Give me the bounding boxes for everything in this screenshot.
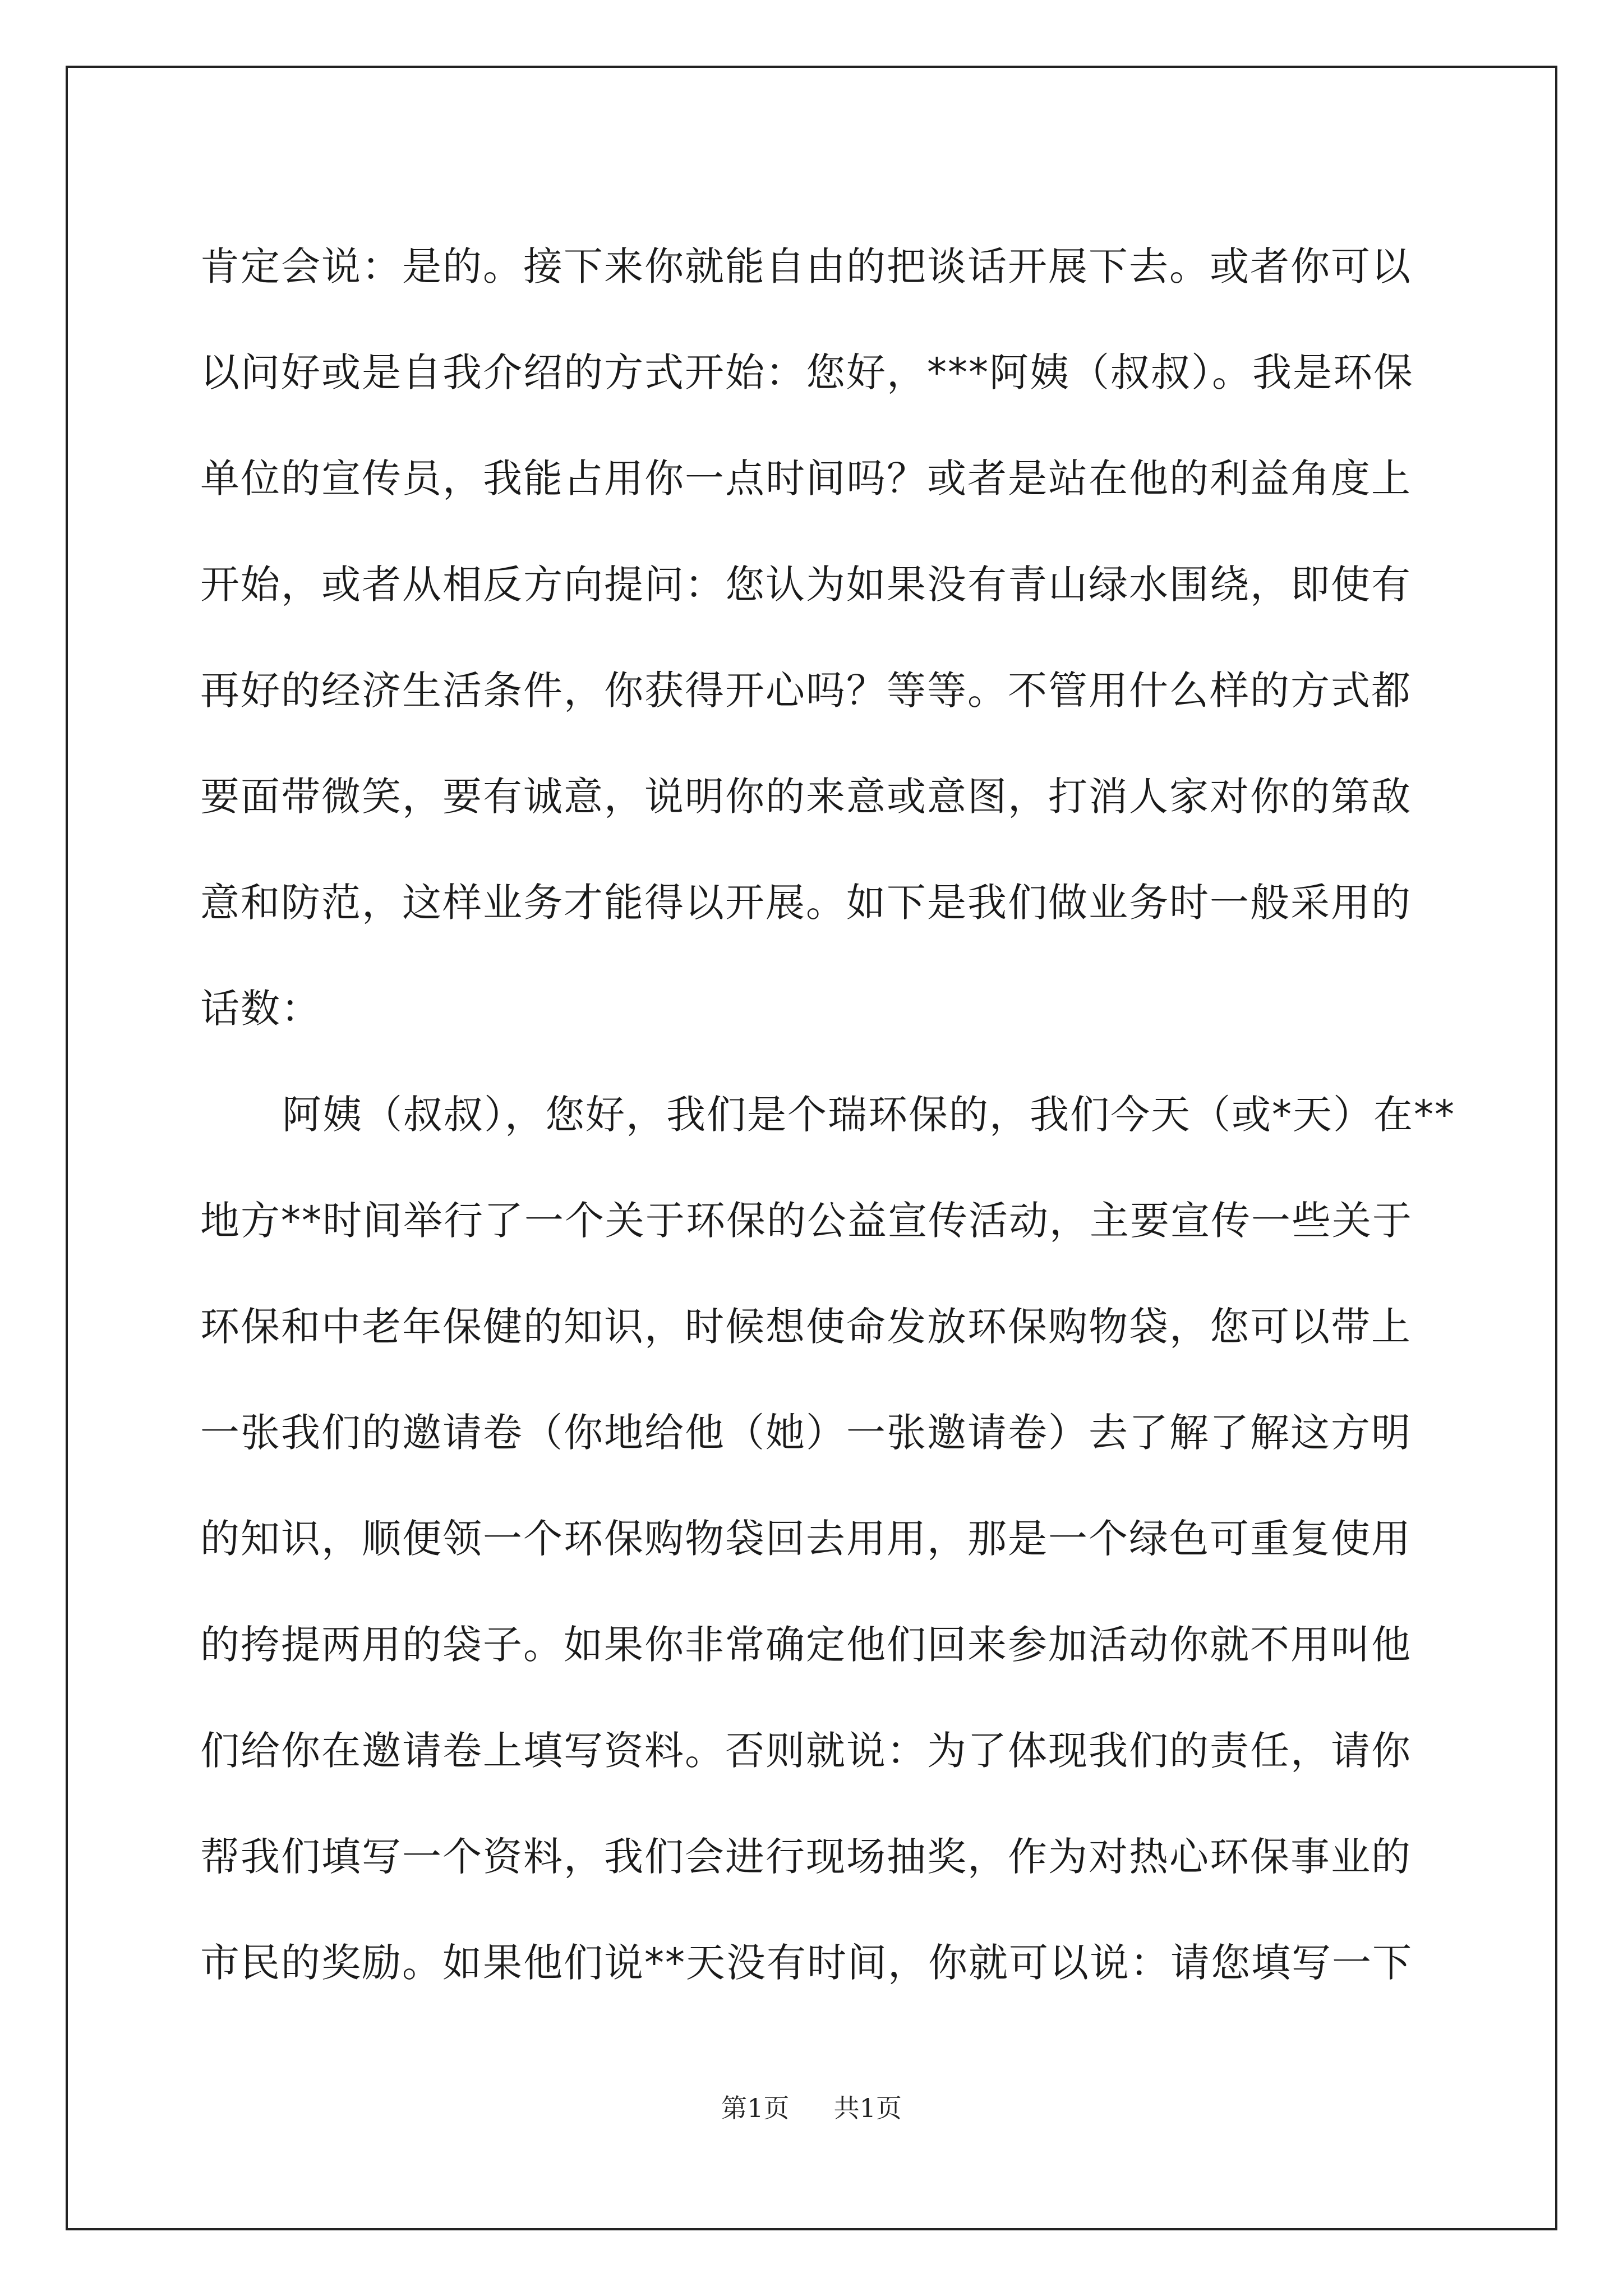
text-line: 再好的经济生活条件，你获得开心吗？等等。不管用什么样的方式都 (200, 668, 1412, 714)
text-line: 环保和中老年保健的知识，时候想使命发放环保购物袋，您可以带上 (200, 1304, 1412, 1350)
text-line: 市民的奖励。如果他们说**天没有时间，你就可以说：请您填写一下 (200, 1940, 1413, 1986)
page-number: 第1页 (721, 2093, 790, 2123)
text-line: 一张我们的邀请卷（你地给他（她）一张邀请卷）去了解了解这方明 (200, 1410, 1412, 1456)
paragraph-1 (200, 214, 1423, 1062)
page-footer (0, 2088, 1623, 2125)
text-line: 开始，或者从相反方向提问：您认为如果没有青山绿水围绕，即使有 (200, 562, 1412, 608)
text-line: 的挎提两用的袋子。如果你非常确定他们回来参加活动你就不用叫他 (200, 1622, 1412, 1668)
text-line: 帮我们填写一个资料，我们会进行现场抽奖，作为对热心环保事业的 (200, 1834, 1412, 1880)
text-line: 以问好或是自我介绍的方式开始：您好，***阿姨（叔叔）。我是环保 (200, 349, 1414, 395)
text-line: 地方**时间举行了一个关于环保的公益宣传活动，主要宣传一些关于 (200, 1198, 1413, 1244)
text-line: 肯定会说：是的。接下来你就能自由的把谈话开展下去。或者你可以 (200, 243, 1412, 289)
text-line: 阿姨（叔叔），您好，我们是个瑞环保的，我们今天（或*天）在** (282, 1092, 1455, 1138)
text-line: 们给你在邀请卷上填写资料。否则就说：为了体现我们的责任，请你 (200, 1728, 1412, 1774)
text-line: 单位的宣传员，我能占用你一点时间吗？或者是站在他的利益角度上 (200, 455, 1412, 501)
page-total: 共1页 (833, 2093, 902, 2123)
paragraph-2 (200, 1062, 1455, 2016)
text-line: 的知识，顺便领一个环保购物袋回去用用，那是一个绿色可重复使用 (200, 1516, 1412, 1562)
text-line: 意和防范，这样业务才能得以开展。如下是我们做业务时一般采用的 (200, 880, 1412, 926)
text-line: 话数： (200, 986, 321, 1032)
document-body (200, 214, 1455, 2016)
text-line: 要面带微笑，要有诚意，说明你的来意或意图，打消人家对你的第敌 (200, 774, 1412, 820)
